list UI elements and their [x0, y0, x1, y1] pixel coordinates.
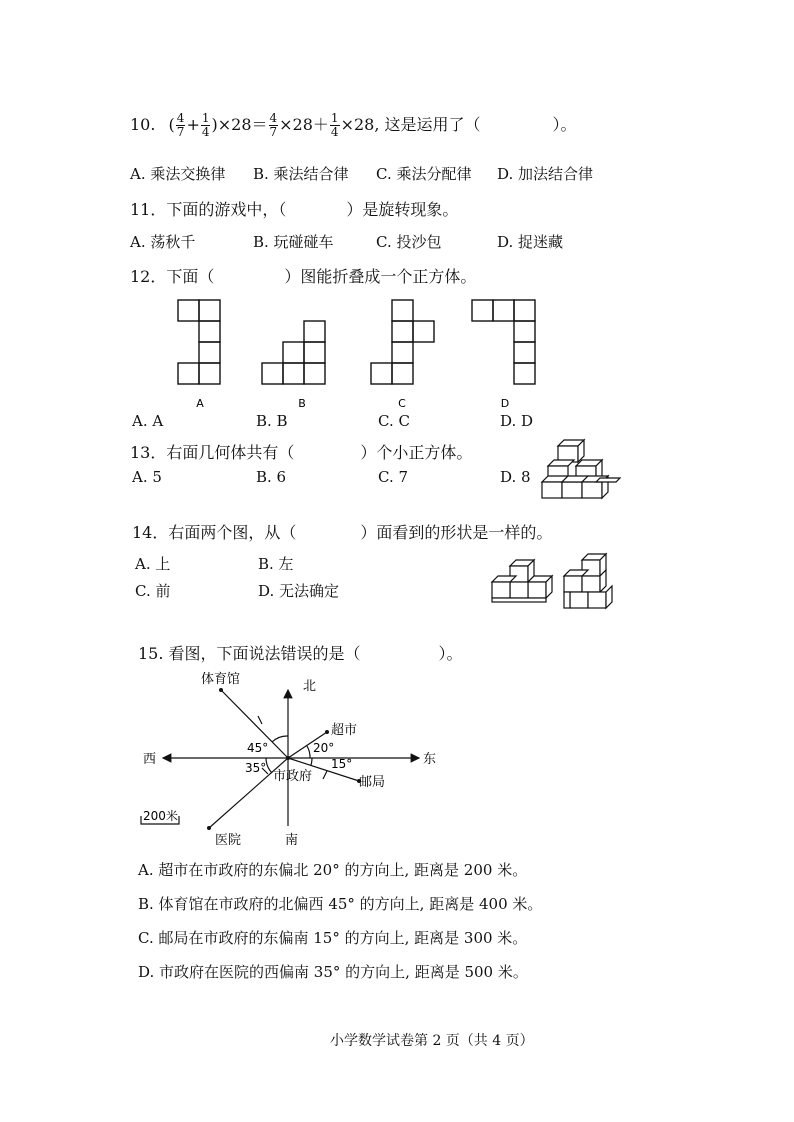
- label-supermarket: 超市: [331, 723, 358, 738]
- label-city-hall: 市政府: [273, 769, 313, 784]
- q13-option-a[interactable]: A. 5: [132, 468, 162, 486]
- q10-option-a[interactable]: A. 乘法交换律: [130, 165, 226, 183]
- net-label-c: C: [398, 397, 406, 410]
- net-a[interactable]: [178, 300, 220, 384]
- net-label-d: D: [500, 397, 510, 410]
- page-footer: 小学数学试卷第 2 页（共 4 页）: [330, 1033, 534, 1049]
- scale-label: 200米: [143, 809, 178, 823]
- net-d[interactable]: [472, 300, 535, 384]
- q14-solid-right: [564, 554, 612, 608]
- q10-stem: 10. ( $\frac{4}{7}$ + $\frac{1}{4}$ )×28＝ $\frac{4}{7}$ ×28＋ $\frac{1}{4}$ ×28, 这是运用了（ ）。: [130, 111, 577, 139]
- q15-option-d[interactable]: D. 市政府在医院的西偏南 35° 的方向上, 距离是 500 米。: [138, 963, 528, 981]
- net-label-b: B: [298, 397, 306, 410]
- q12-option-d[interactable]: D. D: [500, 412, 534, 430]
- q12-option-c[interactable]: C. C: [378, 412, 410, 430]
- q13-option-d[interactable]: D. 8: [500, 468, 531, 486]
- q11-option-d[interactable]: D. 捉迷藏: [497, 233, 564, 251]
- fraction: $\frac{1}{4}$: [201, 111, 210, 139]
- direction-map: [135, 668, 455, 850]
- q15-option-a[interactable]: A. 超市在市政府的东偏北 20° 的方向上, 距离是 200 米。: [138, 861, 528, 879]
- q11-stem: 11．下面的游戏中，（ ）是旋转现象。: [130, 200, 459, 219]
- q10-option-c[interactable]: C. 乘法分配律: [376, 165, 472, 183]
- label-post-office: 邮局: [359, 775, 386, 790]
- q13-stem: 13．右面几何体共有（ ）个小正方体。: [130, 443, 473, 462]
- q15-option-c[interactable]: C. 邮局在市政府的东偏南 15° 的方向上, 距离是 300 米。: [138, 929, 528, 947]
- net-c[interactable]: [371, 300, 434, 384]
- q14-option-d[interactable]: D. 无法确定: [258, 582, 340, 600]
- q15-stem: 15. 看图，下面说法错误的是（ ）。: [138, 644, 463, 663]
- q14-option-c[interactable]: C. 前: [135, 582, 171, 600]
- label-east: 东: [423, 752, 437, 767]
- q14-option-b[interactable]: B. 左: [258, 555, 294, 573]
- fraction: $\frac{4}{7}$: [176, 111, 185, 139]
- q14-solids: [484, 552, 624, 614]
- q15-option-b[interactable]: B. 体育馆在市政府的北偏西 45° 的方向上, 距离是 400 米。: [138, 895, 543, 913]
- angle-gym: 45°: [247, 741, 269, 755]
- label-north: 北: [303, 679, 317, 694]
- q12-stem: 12．下面（ ）图能折叠成一个正方体。: [130, 267, 477, 286]
- angle-hospital: 35°: [245, 761, 267, 775]
- q13-option-b[interactable]: B. 6: [256, 468, 287, 486]
- fraction: $\frac{1}{4}$: [330, 111, 339, 139]
- q14-stem: 14．右面两个图，从（ ）面看到的形状是一样的。: [132, 523, 553, 542]
- q12-option-a[interactable]: A. A: [132, 412, 164, 430]
- net-label-a: A: [196, 397, 204, 410]
- net-b[interactable]: [262, 321, 325, 384]
- q14-option-a[interactable]: A. 上: [135, 555, 171, 573]
- cube-net-figures: [160, 295, 560, 413]
- label-west: 西: [143, 752, 157, 767]
- q10-option-d[interactable]: D. 加法结合律: [497, 165, 594, 183]
- angle-supermarket: 20°: [313, 741, 335, 755]
- q10-number: 10.: [130, 115, 156, 134]
- fraction: $\frac{4}{7}$: [269, 111, 278, 139]
- q12-option-b[interactable]: B. B: [256, 412, 288, 430]
- q11-option-c[interactable]: C. 投沙包: [376, 233, 442, 251]
- q14-solid-left: [492, 560, 552, 602]
- q13-cube-solid: [538, 436, 624, 502]
- q13-option-c[interactable]: C. 7: [378, 468, 409, 486]
- q11-option-b[interactable]: B. 玩碰碰车: [253, 233, 334, 251]
- label-gym: 体育馆: [201, 672, 241, 687]
- label-hospital: 医院: [215, 833, 242, 848]
- q10-option-b[interactable]: B. 乘法结合律: [253, 165, 349, 183]
- label-south: 南: [285, 833, 299, 848]
- angle-post-office: 15°: [331, 757, 353, 771]
- q11-option-a[interactable]: A. 荡秋千: [130, 233, 196, 251]
